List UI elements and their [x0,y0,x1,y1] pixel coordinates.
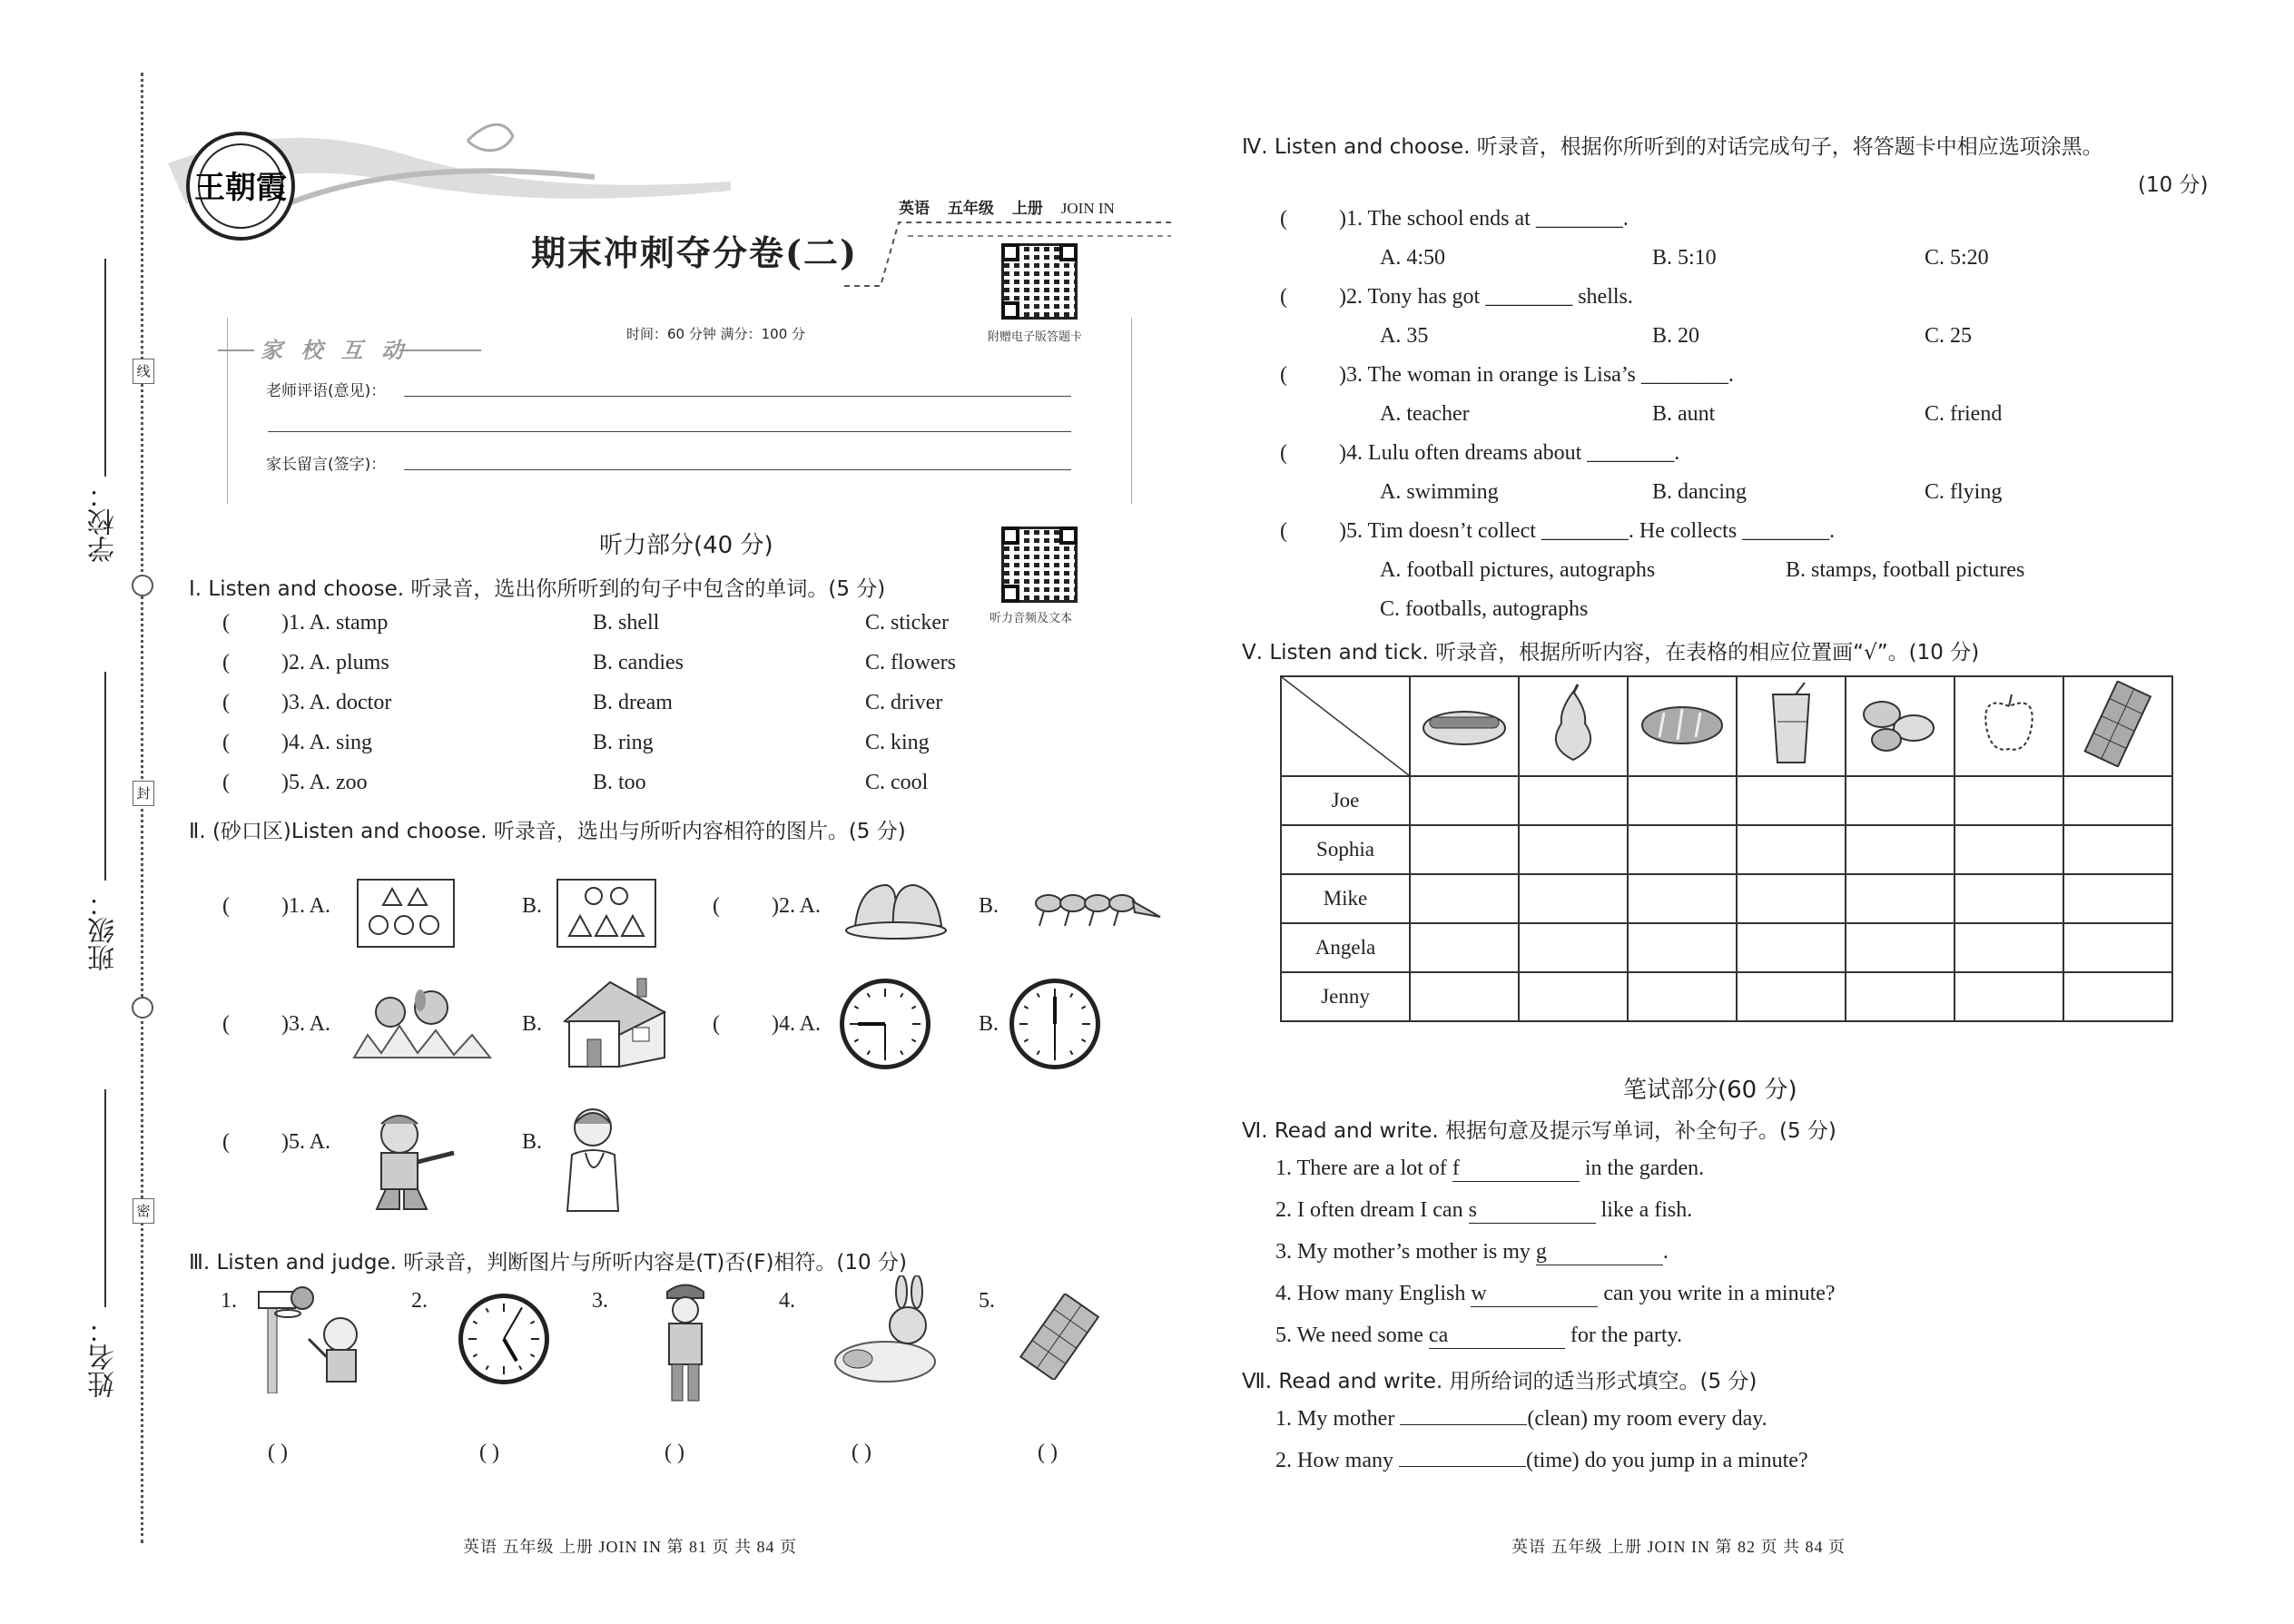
clock-tick [1024,1038,1029,1042]
clock-tick [518,1308,522,1313]
option-a: A. football pictures, autographs [1380,558,1656,582]
tick-table [1280,675,2173,1022]
clock-tick [1081,1038,1086,1042]
clock-tick [1069,993,1073,998]
clock-tick [530,1321,535,1324]
question-4: )4. Lulu often dreams about ________. [1339,441,1680,465]
question-2: )2. A. plums [281,651,389,674]
chocolate-icon [2082,681,2154,767]
seal-mark: 封 [133,781,154,806]
option-a: A. 35 [1380,324,1429,348]
question-3: )3. The woman in orange is Lisa’s ________. [1339,363,1734,387]
answer-card-qr[interactable] [1001,243,1078,320]
q2-2-label: )2. A. [772,894,821,918]
clock-tick [473,1321,478,1324]
judge-answer-1[interactable]: ( ) [268,1441,288,1464]
option-a: A. teacher [1380,402,1470,426]
house-picture[interactable] [556,971,674,1076]
food-drink [1737,676,1846,776]
answer-paren[interactable]: ( [222,771,230,794]
table-row [1281,776,2172,825]
tick-cell[interactable] [1519,972,1628,1021]
option-b-label: B. [522,894,543,918]
tick-cell[interactable] [1737,972,1846,1021]
question-4: )4. A. sing [281,731,373,754]
option-b: B. 20 [1652,324,1700,348]
answer-paren[interactable]: ( [222,1012,230,1036]
answer-paren[interactable]: ( [222,894,230,918]
teacher-comment-line-2[interactable] [268,431,1071,432]
judge-answer-5[interactable]: ( ) [1038,1441,1058,1464]
fill-blank[interactable]: w [1471,1282,1598,1307]
judge-num: 3. [592,1289,608,1313]
clock-tick [503,1304,505,1312]
row-name: Joe [1281,776,1410,825]
clock-tick [1037,993,1040,998]
teacher-comment-label: 老师评语(意见)： [266,382,387,400]
clock-tick [854,1006,859,1009]
written-title: 笔试部分(60 分) [1623,1077,1797,1104]
fill-blank[interactable] [1400,1424,1527,1425]
judge-num: 5. [979,1289,995,1313]
clock-tick [867,993,871,998]
clock-tick [531,1338,539,1340]
parent-comment-line[interactable] [404,469,1071,470]
clock-tick [1069,1050,1073,1055]
judge-answer-4[interactable]: ( ) [852,1441,871,1464]
tick-cell[interactable] [1410,874,1519,923]
chocolate-picture[interactable] [1017,1294,1103,1380]
fill-sentence-1: 1. There are a lot of f in the garden. [1275,1156,1705,1180]
answer-paren[interactable]: ( [222,731,230,754]
worker-picture[interactable] [350,1107,468,1212]
food-candy [1846,676,1954,776]
hot-dog-icon [1419,692,1510,755]
option-b: B. ring [593,731,654,754]
clock-tick [503,1366,505,1374]
section-1-heading: Ⅰ. Listen and choose. 听录音，选出你所听到的句子中包含的单词。(5 分) [189,577,886,601]
tick-cell[interactable] [1846,825,1954,874]
fill-blank[interactable]: ca [1429,1324,1565,1349]
parent-comment-label: 家长留言(签字)： [266,456,387,474]
fill-sentence-4: 4. How many English w can you write in a minute? [1275,1282,1836,1305]
answer-paren[interactable]: ( [1280,441,1287,465]
clock-tick [1019,1023,1028,1025]
option-b: B. dream [593,691,673,714]
option-b-label: B. [522,1130,543,1154]
option-c: C. flying [1925,480,2003,504]
form-sentence-1: 1. My mother (clean) my room every day. [1275,1407,1767,1431]
triangles-circles-picture[interactable] [356,878,456,949]
fill-blank[interactable] [1399,1466,1526,1467]
option-c: C. 25 [1925,324,1973,348]
circles-triangles-picture[interactable] [556,878,657,949]
option-a: A. swimming [1380,480,1499,504]
tick-cell[interactable] [2063,972,2172,1021]
clock-tick [884,989,886,997]
food-apple [1954,676,2063,776]
tick-cell[interactable] [1628,874,1737,923]
tick-cell[interactable] [2063,874,2172,923]
name-label: 姓名： [88,1316,120,1398]
food-chocolate [2063,676,2172,776]
tick-cell[interactable] [1954,776,2063,825]
tick-cell[interactable] [1954,972,2063,1021]
school-label: 学校： [88,481,120,563]
option-b: B. aunt [1652,402,1716,426]
question-3: )3. A. doctor [281,691,392,714]
clock-tick [473,1353,478,1357]
animals-picture[interactable] [350,980,495,1067]
row-name: Angela [1281,923,1410,972]
clock-tick [900,1050,903,1055]
tick-cell[interactable] [1737,776,1846,825]
option-b-label: B. [979,1012,999,1036]
fill-blank[interactable]: s [1469,1198,1596,1224]
tag-subject: 英语 [899,200,930,218]
judge-num: 4. [779,1289,795,1313]
judge-answer-2[interactable]: ( ) [479,1441,499,1464]
footer-right: 英语 五年级 上册 JOIN IN 第 82 页 共 84 页 [1511,1538,1846,1556]
q2-4-label: )4. A. [772,1012,821,1036]
tag-edition: JOIN IN [1060,200,1115,217]
tick-cell[interactable] [2063,825,2172,874]
tick-cell[interactable] [1519,776,1628,825]
drink-icon [1759,681,1823,767]
clock-tick [850,1023,858,1025]
form-sentence-2: 2. How many (time) do you jump in a minute? [1275,1449,1808,1472]
name-line [104,1089,106,1307]
crabs-picture[interactable] [1026,876,1162,940]
logo-text: 王朝霞 [194,170,287,206]
tick-cell[interactable] [2063,923,2172,972]
clock-a[interactable] [840,979,930,1069]
clock-tick [1054,1051,1056,1059]
question-1: )1. A. stamp [281,611,389,635]
diagonal-cell [1281,676,1410,776]
answer-paren[interactable]: ( [1280,207,1287,231]
table-row [1281,972,2172,1021]
answer-paren[interactable]: ( [222,611,230,635]
clock-tick [530,1353,535,1357]
fill-sentence-2: 2. I often dream I can s like a fish. [1275,1198,1693,1222]
clock-tick [1081,1006,1086,1009]
q2-1-label: )1. A. [281,894,330,918]
book-tags [899,195,1127,218]
clock-tick [1024,1006,1029,1009]
apple-icon [1977,690,2041,758]
school-line [104,259,106,477]
table-row [1281,825,2172,874]
section-6-heading: Ⅵ. Read and write. 根据句意及提示写单词，补全句子。(5 分) [1242,1119,1836,1143]
logo-seal [182,127,300,245]
tick-cell[interactable] [1628,825,1737,874]
judge-clock[interactable] [458,1294,549,1384]
option-c: C. footballs, autographs [1380,597,1589,621]
tick-cell[interactable] [1737,923,1846,972]
tick-cell[interactable] [1410,776,1519,825]
fill-blank[interactable]: g [1536,1240,1663,1265]
tick-cell[interactable] [1954,825,2063,874]
tag-grade: 五年级 [947,200,994,218]
table-row [1281,874,2172,923]
clock-tick [912,1023,921,1025]
food-bread [1628,676,1737,776]
policeman-picture[interactable] [654,1278,717,1405]
tick-cell[interactable] [1737,825,1846,874]
question-5: )5. Tim doesn’t collect ________. He collects ________. [1339,519,1836,543]
food-hot-dog [1410,676,1519,776]
question-5: )5. A. zoo [281,771,368,794]
pear-icon [1541,683,1605,764]
clock-tick [1037,1050,1040,1055]
audio-qr[interactable] [1001,527,1078,603]
tick-cell[interactable] [1846,874,1954,923]
tick-cell[interactable] [1519,923,1628,972]
bells-picture[interactable] [837,871,950,944]
audio-qr-caption: 听力音频及文本 [989,612,1073,625]
q2-3-label: )3. A. [281,1012,330,1036]
option-b-label: B. [522,1012,543,1036]
tick-cell[interactable] [1954,923,2063,972]
answer-paren[interactable]: ( [1280,519,1287,543]
section-5-heading: Ⅴ. Listen and tick. 听录音，根据所听内容，在表格的相应位置画“√”。(10 分) [1242,641,1980,664]
tick-cell[interactable] [1737,874,1846,923]
tick-cell[interactable] [1410,972,1519,1021]
row-name: Jenny [1281,972,1410,1021]
option-b: B. candies [593,651,684,674]
rabbit-picture[interactable] [831,1275,953,1389]
judge-num: 1. [221,1289,237,1313]
time-score: 时间：60 分钟 满分：100 分 [626,326,806,342]
tick-cell[interactable] [1846,776,1954,825]
seal-mark: 线 [133,359,154,384]
bread-icon [1637,696,1728,751]
tick-cell[interactable] [1846,923,1954,972]
clock-tick [884,1051,886,1059]
tick-cell[interactable] [1519,825,1628,874]
binding-ring [132,997,153,1019]
answer-paren[interactable]: ( [222,1130,230,1154]
answer-paren[interactable]: ( [222,651,230,674]
clock-tick [468,1338,477,1340]
answer-paren[interactable]: ( [713,894,720,918]
option-b: B. too [593,771,646,794]
class-label: 班级： [88,890,120,971]
option-c: C. king [865,731,930,754]
listening-title: 听力部分(40 分) [599,532,773,559]
binding-ring [132,575,153,596]
section-4-heading: Ⅳ. Listen and choose. 听录音，根据你所听到的对话完成句子，将答题卡中相应选项涂黑。 [1242,135,2103,159]
tick-cell[interactable] [2063,776,2172,825]
tick-cell[interactable] [1846,972,1954,1021]
food-pear [1519,676,1628,776]
question-2: )2. Tony has got ________ shells. [1339,285,1633,309]
footer-left: 英语 五年级 上册 JOIN IN 第 81 页 共 84 页 [463,1538,797,1556]
row-name: Mike [1281,874,1410,923]
class-line [104,672,106,881]
clock-tick [1054,989,1056,997]
home-school-label: 家 校 互 动 [261,338,409,363]
answer-paren[interactable]: ( [1280,285,1287,309]
fill-blank[interactable]: f [1452,1156,1580,1182]
clock-tick [518,1365,522,1370]
tick-cell[interactable] [1628,776,1737,825]
option-c: C. driver [865,691,943,714]
clock-tick [1082,1023,1090,1025]
fill-sentence-5: 5. We need some ca for the party. [1275,1324,1682,1347]
option-c: C. sticker [865,611,949,635]
option-c: C. friend [1925,402,2003,426]
option-b-label: B. [979,894,999,918]
tick-cell[interactable] [1410,825,1519,874]
clock-tick [486,1308,489,1313]
fill-sentence-3: 3. My mother’s mother is my g . [1275,1240,1669,1264]
option-c: C. flowers [865,651,956,674]
seal-mark: 密 [133,1198,154,1224]
tick-cell[interactable] [1628,972,1737,1021]
judge-num: 2. [411,1289,428,1313]
section-4-score: (10 分) [2138,173,2209,197]
option-c: C. cool [865,771,929,794]
section-7-heading: Ⅶ. Read and write. 用所给词的适当形式填空。(5 分) [1242,1370,1757,1393]
clock-tick [911,1038,916,1042]
qr-caption: 附赠电子版答题卡 [988,330,1083,344]
tick-cell[interactable] [1410,923,1519,972]
basketball-picture[interactable] [250,1284,377,1393]
option-a: A. 4:50 [1380,246,1445,270]
clock-tick [900,993,903,998]
tick-cell[interactable] [1954,874,2063,923]
option-b: B. shell [593,611,660,635]
row-name: Sophia [1281,825,1410,874]
answer-paren[interactable]: ( [1280,363,1287,387]
clock-tick [911,1006,916,1009]
judge-answer-3[interactable]: ( ) [665,1441,684,1464]
section-3-heading: Ⅲ. Listen and judge. 听录音，判断图片与所听内容是(T)否(F)相符。(10 分) [189,1251,907,1275]
candy-icon [1855,687,1945,760]
doctor-picture[interactable] [558,1100,631,1214]
cut-line [141,73,143,1543]
tick-cell[interactable] [1628,923,1737,972]
table-header-row [1281,676,2172,776]
clock-b[interactable] [1009,979,1100,1069]
question-1: )1. The school ends at ________. [1339,207,1629,231]
table-row [1281,923,2172,972]
option-c: C. 5:20 [1925,246,1989,270]
clock-tick [486,1365,489,1370]
tag-volume: 上册 [1011,200,1043,218]
tick-cell[interactable] [1519,874,1628,923]
option-b: B. stamps, football pictures [1786,558,2025,582]
section-2-heading: Ⅱ. (砂口区)Listen and choose. 听录音，选出与所听内容相符的图片。(5 分) [189,820,906,843]
option-b: B. 5:10 [1652,246,1717,270]
answer-paren[interactable]: ( [222,691,230,714]
answer-paren[interactable]: ( [713,1012,720,1036]
page-title: 期末冲刺夺分卷(二) [531,232,858,273]
option-b: B. dancing [1652,480,1747,504]
clock-tick [854,1038,859,1042]
teacher-comment-line[interactable] [404,396,1071,397]
q2-5-label: )5. A. [281,1130,330,1154]
clock-tick [867,1050,871,1055]
